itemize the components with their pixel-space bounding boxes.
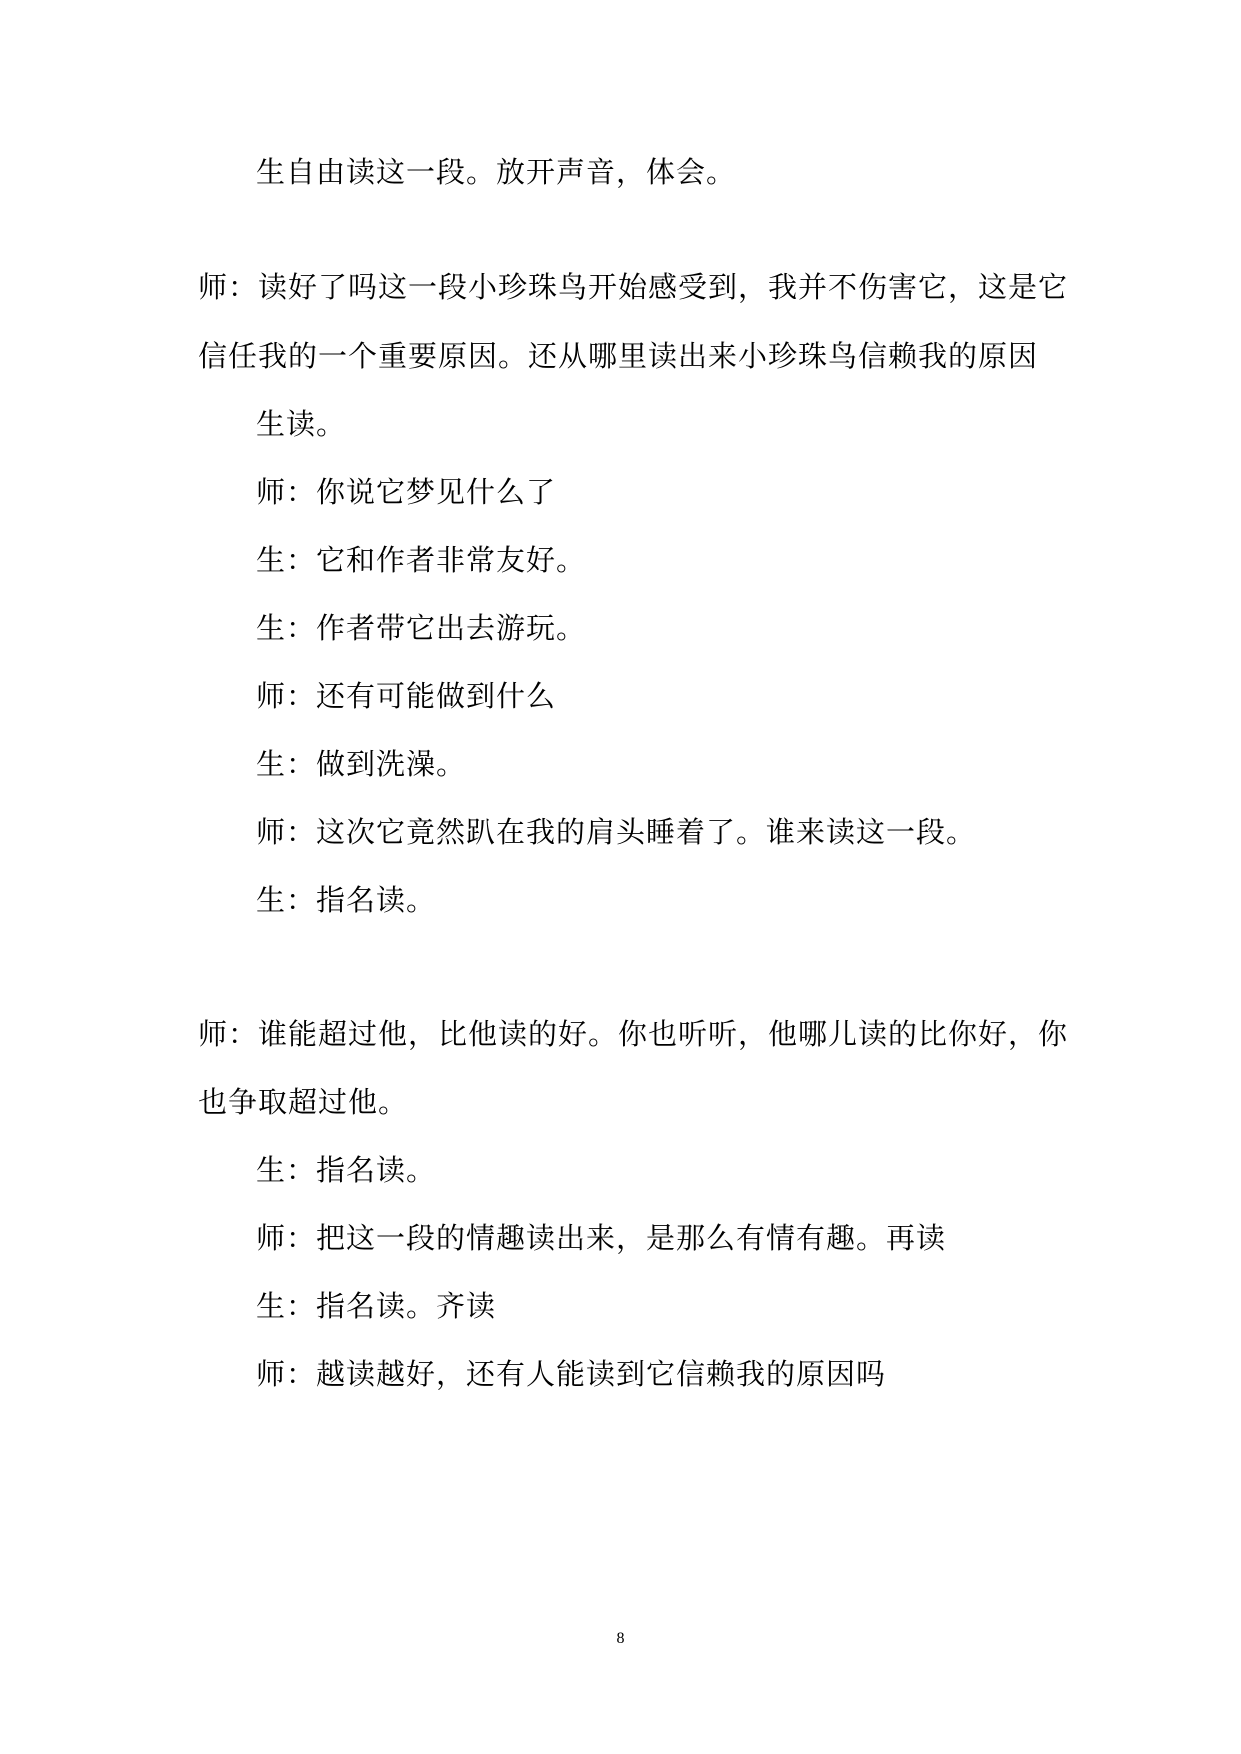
paragraph-line: 生：指名读。	[256, 1153, 437, 1187]
paragraph-line: 师：把这一段的情趣读出来，是那么有情有趣。再读	[256, 1221, 947, 1255]
paragraph-line: 生：作者带它出去游玩。	[256, 611, 587, 645]
paragraph-line: 生自由读这一段。放开声音，体会。	[256, 155, 737, 189]
paragraph-line: 信任我的一个重要原因。还从哪里读出来小珍珠鸟信赖我的原因	[198, 339, 1039, 373]
paragraph-line: 师：这次它竟然趴在我的肩头睡着了。谁来读这一段。	[256, 815, 977, 849]
paragraph-line: 师：越读越好，还有人能读到它信赖我的原因吗	[256, 1357, 887, 1391]
paragraph-line: 师：你说它梦见什么了	[256, 475, 557, 509]
paragraph-line: 生读。	[256, 407, 347, 441]
paragraph-line: 师：谁能超过他，比他读的好。你也听听，他哪儿读的比你好，你	[198, 1017, 1069, 1051]
paragraph-line: 生：它和作者非常友好。	[256, 543, 587, 577]
paragraph-line: 生：做到洗澡。	[256, 747, 467, 781]
paragraph-line: 师：还有可能做到什么	[256, 679, 557, 713]
paragraph-line: 生：指名读。	[256, 883, 437, 917]
paragraph-line: 生：指名读。齐读	[256, 1289, 497, 1323]
page-number: 8	[616, 1630, 625, 1647]
paragraph-line: 也争取超过他。	[198, 1085, 409, 1119]
paragraph-line: 师：读好了吗这一段小珍珠鸟开始感受到，我并不伤害它，这是它	[198, 270, 1069, 304]
